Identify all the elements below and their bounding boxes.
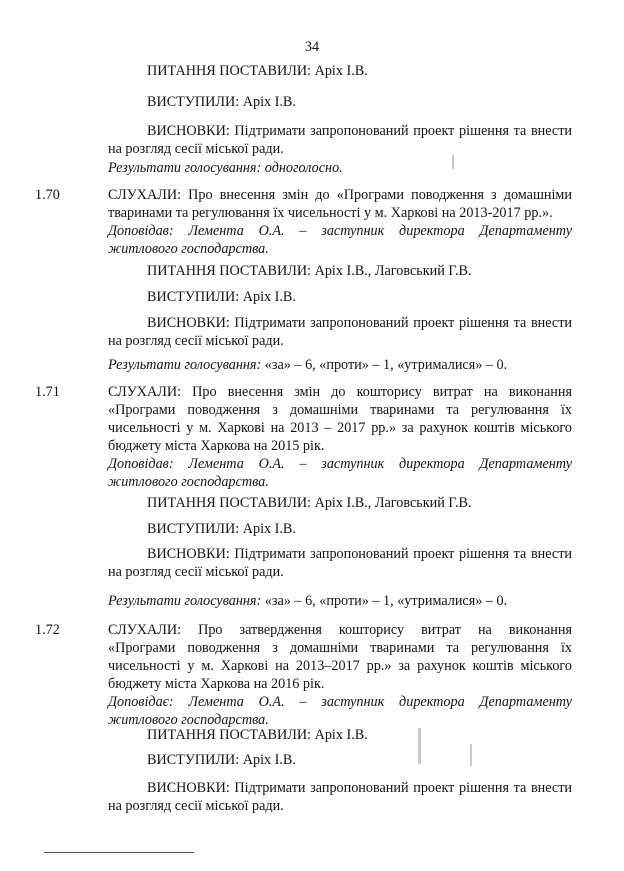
heard-line: чисельності у м. Харкові на 2013–2017 рр.» за рахунок коштів міського: [108, 658, 572, 674]
conclusion-paragraph: [108, 122, 572, 158]
footer-rule: [44, 852, 194, 853]
conclusion-line: на розгляд сесії міської ради.: [108, 564, 284, 580]
scan-artifact: [418, 728, 421, 764]
heard-line: СЛУХАЛИ: Про внесення змін до «Програми поводження з домашніми: [108, 187, 572, 203]
conclusion-line: ВИСНОВКИ: Підтримати запропонований проект рішення та внести: [147, 315, 572, 331]
heard-paragraph: [108, 383, 572, 491]
heard-line: «Програми поводження з домашніми тваринами та регулювання їх: [108, 402, 572, 418]
heard-line: тваринами та регулювання їх чисельності у м. Харкові на 2013-2017 рр.».: [108, 205, 553, 221]
heard-line: СЛУХАЛИ: Про внесення змін до кошторису витрат на виконання: [108, 384, 572, 400]
voting-result: Результати голосування: одноголосно.: [108, 160, 343, 176]
reporter-line: Доповідав: Лемента О.А. – заступник директора Департаменту: [108, 456, 572, 472]
raised-by-line: ПИТАННЯ ПОСТАВИЛИ: Аріх І.В.: [147, 727, 368, 743]
heard-line: бюджету міста Харкова на 2015 рік.: [108, 438, 325, 454]
heard-paragraph: [108, 621, 572, 729]
reporter-line: Доповідає: Лемента О.А. – заступник директора Департаменту: [108, 694, 572, 710]
heard-line: чисельності у м. Харкові на 2013 – 2017 рр.» за рахунок коштів міського: [108, 420, 572, 436]
heard-line: «Програми поводження з домашніми тваринами та регулювання їх: [108, 640, 572, 656]
raised-by-line: ПИТАННЯ ПОСТАВИЛИ: Аріх І.В., Лаговський Г.В.: [147, 495, 472, 511]
conclusion-paragraph: [108, 779, 572, 815]
spoke-line: ВИСТУПИЛИ: Аріх І.В.: [147, 521, 296, 537]
reporter-line: Доповідав: Лемента О.А. – заступник директора Департаменту: [108, 223, 572, 239]
conclusion-line: на розгляд сесії міської ради.: [108, 333, 284, 349]
voting-result: Результати голосування: «за» – 6, «проти» – 1, «утрималися» – 0.: [108, 593, 508, 609]
conclusion-line: ВИСНОВКИ: Підтримати запропонований проект рішення та внести: [147, 123, 572, 139]
reporter-line: житлового господарства.: [108, 712, 269, 728]
item-number: 1.72: [35, 622, 60, 638]
heard-paragraph: [108, 186, 572, 258]
heard-line: бюджету міста Харкова на 2016 рік.: [108, 676, 325, 692]
item-number: 1.70: [35, 187, 60, 203]
conclusion-paragraph: [108, 545, 572, 581]
scan-artifact: [452, 155, 454, 169]
reporter-line: житлового господарства.: [108, 241, 269, 257]
scan-artifact: [470, 744, 472, 766]
voting-result: Результати голосування: «за» – 6, «проти» – 1, «утрималися» – 0.: [108, 357, 508, 373]
conclusion-line: на розгляд сесії міської ради.: [108, 798, 284, 814]
page-number: 34: [304, 39, 320, 55]
raised-by-line: ПИТАННЯ ПОСТАВИЛИ: Аріх І.В., Лаговський Г.В.: [147, 263, 472, 279]
conclusion-line: на розгляд сесії міської ради.: [108, 141, 284, 157]
conclusion-line: ВИСНОВКИ: Підтримати запропонований проект рішення та внести: [147, 546, 572, 562]
raised-by-line: ПИТАННЯ ПОСТАВИЛИ: Аріх І.В.: [147, 63, 368, 79]
heard-line: СЛУХАЛИ: Про затвердження кошторису витрат на виконання: [108, 622, 572, 638]
conclusion-paragraph: [108, 314, 572, 350]
spoke-line: ВИСТУПИЛИ: Аріх І.В.: [147, 752, 296, 768]
spoke-line: ВИСТУПИЛИ: Аріх І.В.: [147, 289, 296, 305]
spoke-line: ВИСТУПИЛИ: Аріх І.В.: [147, 94, 296, 110]
item-number: 1.71: [35, 384, 60, 400]
reporter-line: житлового господарства.: [108, 474, 269, 490]
conclusion-line: ВИСНОВКИ: Підтримати запропонований проект рішення та внести: [147, 780, 572, 796]
